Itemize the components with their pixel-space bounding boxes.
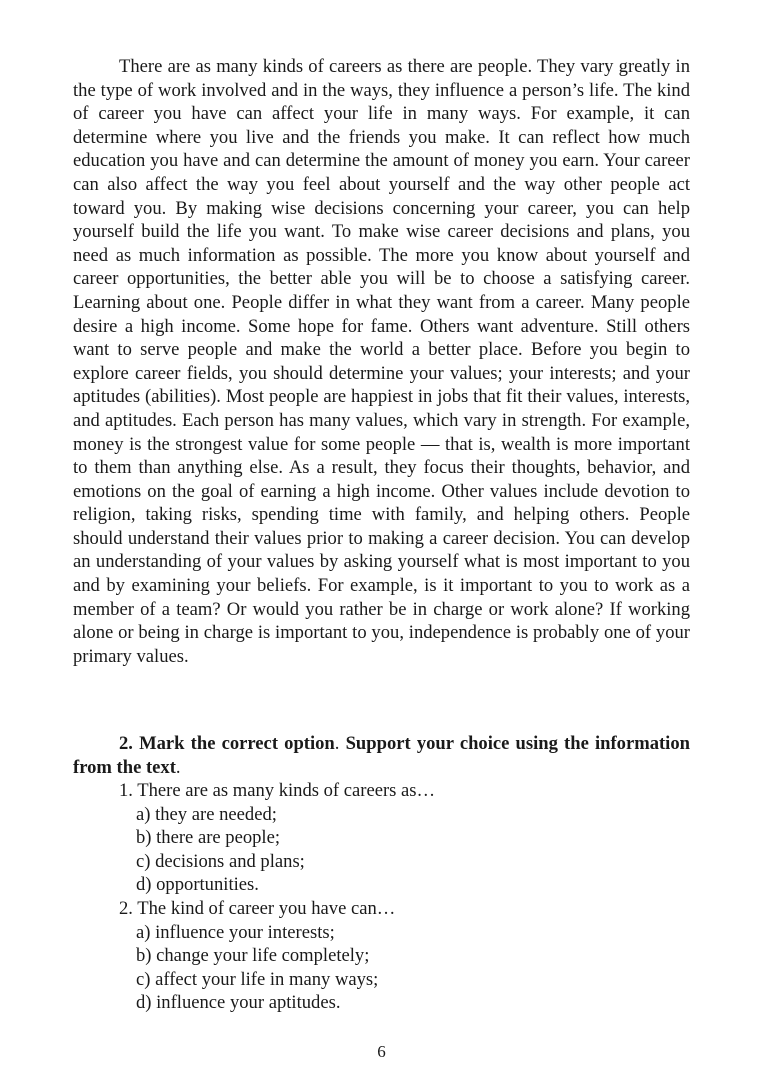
answer-option: d) influence your aptitudes. xyxy=(136,992,341,1014)
task-subheading: Support your choice using the information from the text xyxy=(73,733,690,778)
answer-option: c) affect your life in many ways; xyxy=(136,968,379,990)
page-number: 6 xyxy=(377,1042,386,1061)
answer-option: a) influence your interests; xyxy=(136,921,335,943)
task-instruction xyxy=(73,732,690,779)
question-stem: 1. There are as many kinds of careers as… xyxy=(119,780,436,801)
reading-passage: There are as many kinds of careers as there are people. They vary greatly in the type of work involved and in the ways, they influence a person’s life. The kind of career you have can affect your life in many ways. For example, it can determine where you live and the friends you make. It can reflect how much education you have and can determine the amount of money you earn. Your career can also affect the way you feel about yourself and the way other people act toward you. By making wise decisions concerning your career, you can help yourself build the life you want. To make wise career decisions and plans, you need as much information as possible. The more you know about yourself and career opportunities, the better able you will be to choose a satisfying career. Learning about one. People differ in what they want from a career. Many people desire a high income. Some hope for fame. Others want adventure. Still others want to serve people and make the world a better place. Before you begin to explore career fields, you should determine your values; your interests; and your aptitudes (abilities). Most people are happiest in jobs that fit their values, interests, and aptitudes. Each person has many values, which vary in strength. For example, money is the strongest value for some people — that is, wealth is more important to them than anything else. As a result, they focus their thoughts, behavior, and emotions on the goal of earning a high income. Other values include devotion to religion, taking risks, spending time with family, and helping others. People should understand their values prior to making a career decision. You can develop an understanding of your values by asking yourself what is most important to you and by examining your beliefs. For example, is it important to you to work as a member of a team? Or would you rather be in charge or work alone? If working alone or being in charge is important to you, independence is probably one of your primary values. xyxy=(73,56,690,667)
answer-option: a) they are needed; xyxy=(136,803,277,825)
answer-option: d) opportunities. xyxy=(136,874,259,896)
task-heading: 2. Mark the correct option xyxy=(119,733,335,754)
task-separator: . xyxy=(334,733,346,754)
task-end: . xyxy=(175,756,181,778)
answer-option: c) decisions and plans; xyxy=(136,850,305,872)
answer-option: b) there are people; xyxy=(136,827,281,849)
question-stem: 2. The kind of career you have can… xyxy=(119,897,396,919)
answer-option: b) change your life completely; xyxy=(136,945,370,967)
question-list xyxy=(73,779,690,1015)
